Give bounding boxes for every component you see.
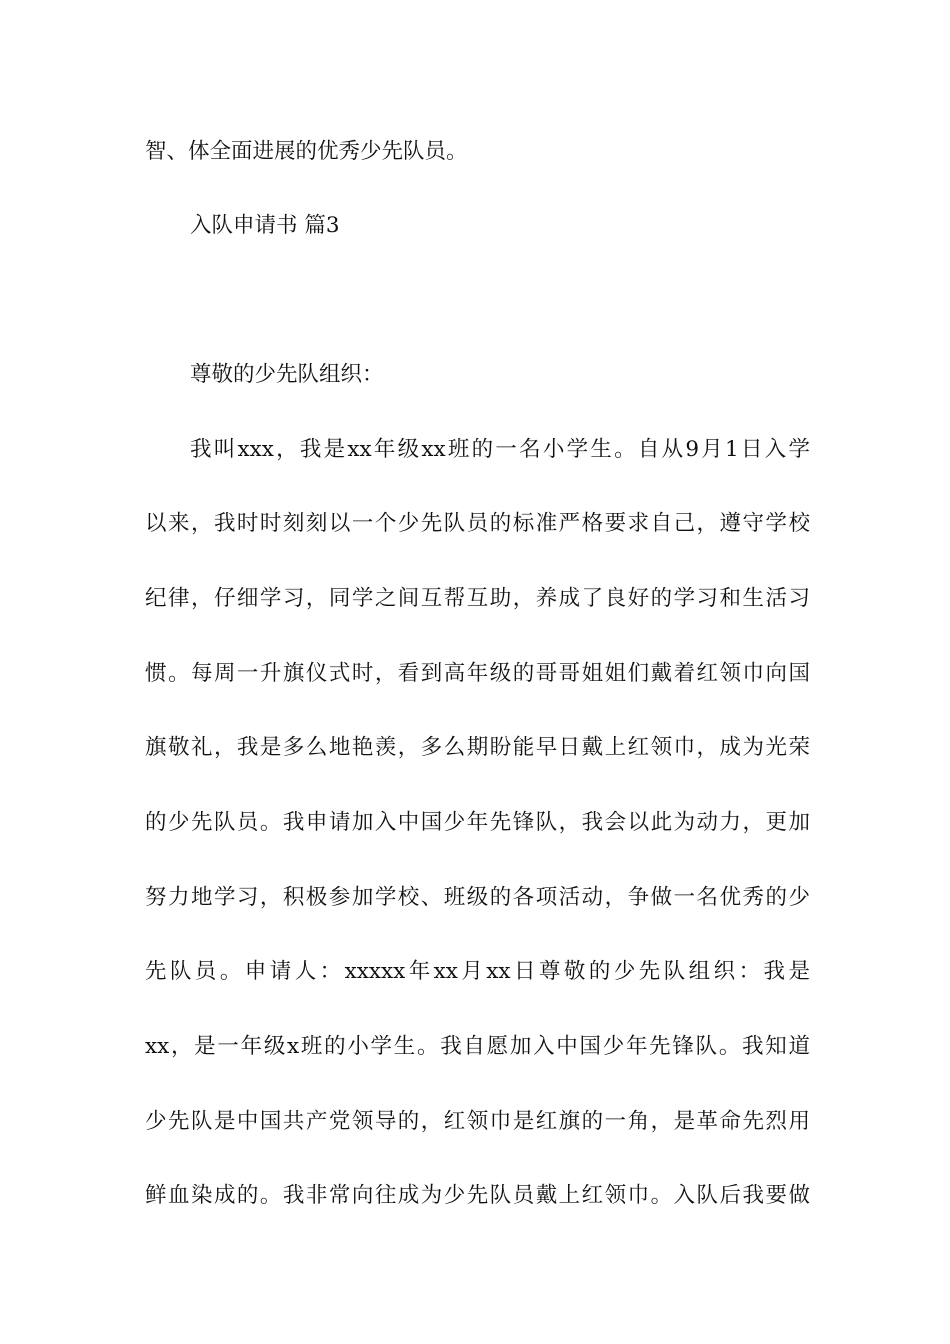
paragraph-line: 努力地学习，积极参加学校、班级的各项活动，争做一名优秀的少 [145, 885, 810, 910]
section-heading: 入队申请书 篇3 [190, 213, 340, 238]
paragraph-line: 旗敬礼，我是多么地艳羡，多么期盼能早日戴上红领巾，成为光荣 [145, 735, 810, 760]
paragraph-line: 纪律，仔细学习，同学之间互帮互助，养成了良好的学习和生活习 [145, 586, 810, 611]
paragraph-line: 以来，我时时刻刻以一个少先队员的标准严格要求自己，遵守学校 [145, 511, 810, 536]
paragraph-line: 惯。每周一升旗仪式时，看到高年级的哥哥姐姐们戴着红领巾向国 [145, 661, 810, 686]
paragraph-line: 少先队是中国共产党领导的，红领巾是红旗的一角，是革命先烈用 [145, 1109, 810, 1134]
paragraph-line: 鲜血染成的。我非常向往成为少先队员戴上红领巾。入队后我要做 [145, 1183, 810, 1208]
paragraph-line: xx，是一年级x班的小学生。我自愿加入中国少年先锋队。我知道 [145, 1034, 810, 1059]
paragraph-line: 的少先队员。我申请加入中国少年先锋队，我会以此为动力，更加 [145, 810, 810, 835]
paragraph-line: 先队员。申请人：xxxxx年xx月xx日尊敬的少先队组织：我是 [145, 959, 810, 984]
salutation: 尊敬的少先队组织： [190, 362, 384, 387]
continuation-line: 智、体全面进展的优秀少先队员。 [145, 139, 468, 164]
paragraph-line: 我叫xxx，我是xx年级xx班的一名小学生。自从9月1日入学 [190, 437, 810, 462]
